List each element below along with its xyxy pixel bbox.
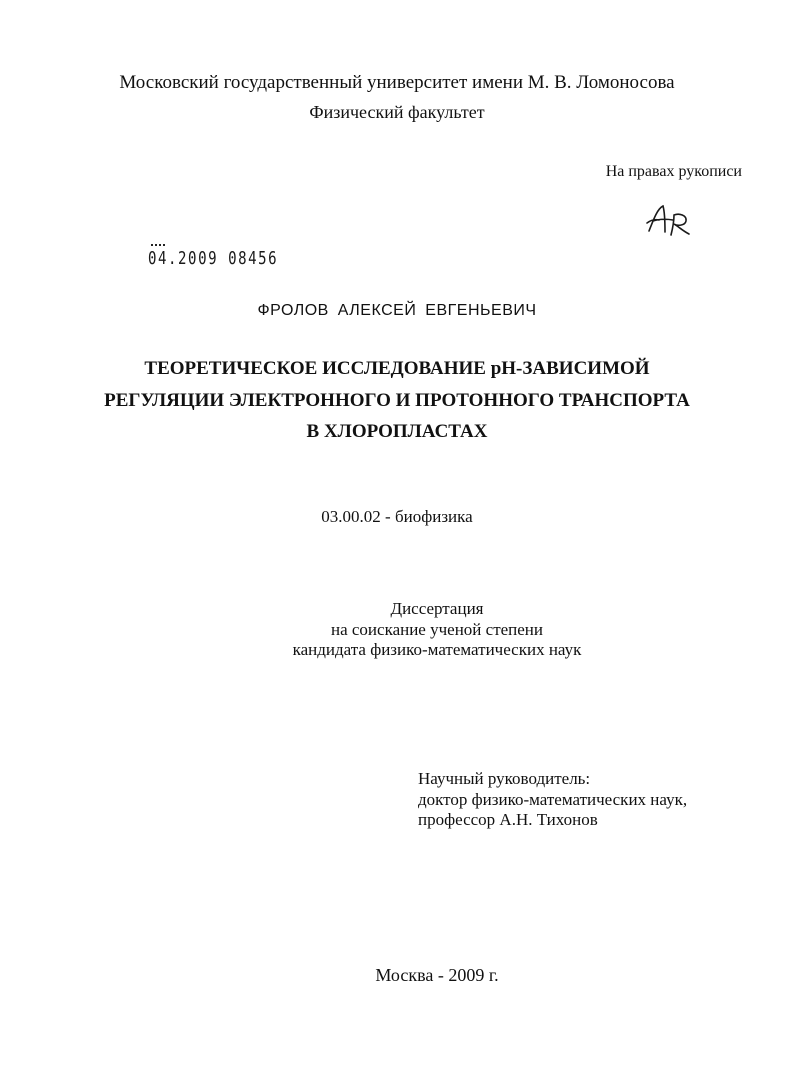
dissertation-label: Диссертация bbox=[390, 599, 484, 618]
dissertation-degree-line: на соискание ученой степени bbox=[330, 620, 544, 639]
thesis-title-line-1: ТЕОРЕТИЧЕСКОЕ ИССЛЕДОВАНИЕ pH-ЗАВИСИМОЙ bbox=[144, 358, 650, 379]
handwritten-signature bbox=[643, 201, 695, 239]
specialty-code: 03.00.02 - биофизика bbox=[321, 507, 473, 526]
university-name: Московский государственный университет имени М. В. Ломоносова bbox=[119, 72, 675, 93]
advisor-label: Научный руководитель: bbox=[418, 769, 591, 788]
faculty-name: Физический факультет bbox=[309, 102, 485, 122]
rights-note: На правах рукописи bbox=[605, 163, 742, 180]
author-name: ФРОЛОВ АЛЕКСЕЙ ЕВГЕНЬЕВИЧ bbox=[257, 302, 537, 319]
city-year: Москва - 2009 г. bbox=[375, 965, 499, 985]
advisor-degree: доктор физико-математических наук, bbox=[418, 790, 688, 809]
registration-stamp-number: 04.2009 08456 bbox=[148, 248, 279, 269]
advisor-name: профессор А.Н. Тихонов bbox=[418, 810, 598, 829]
dissertation-degree-name: кандидата физико-математических наук bbox=[292, 640, 582, 659]
thesis-title-line-3: В ХЛОРОПЛАСТАХ bbox=[306, 421, 488, 442]
thesis-title-line-2: РЕГУЛЯЦИИ ЭЛЕКТРОННОГО И ПРОТОННОГО ТРАНСПОРТА bbox=[104, 390, 690, 411]
